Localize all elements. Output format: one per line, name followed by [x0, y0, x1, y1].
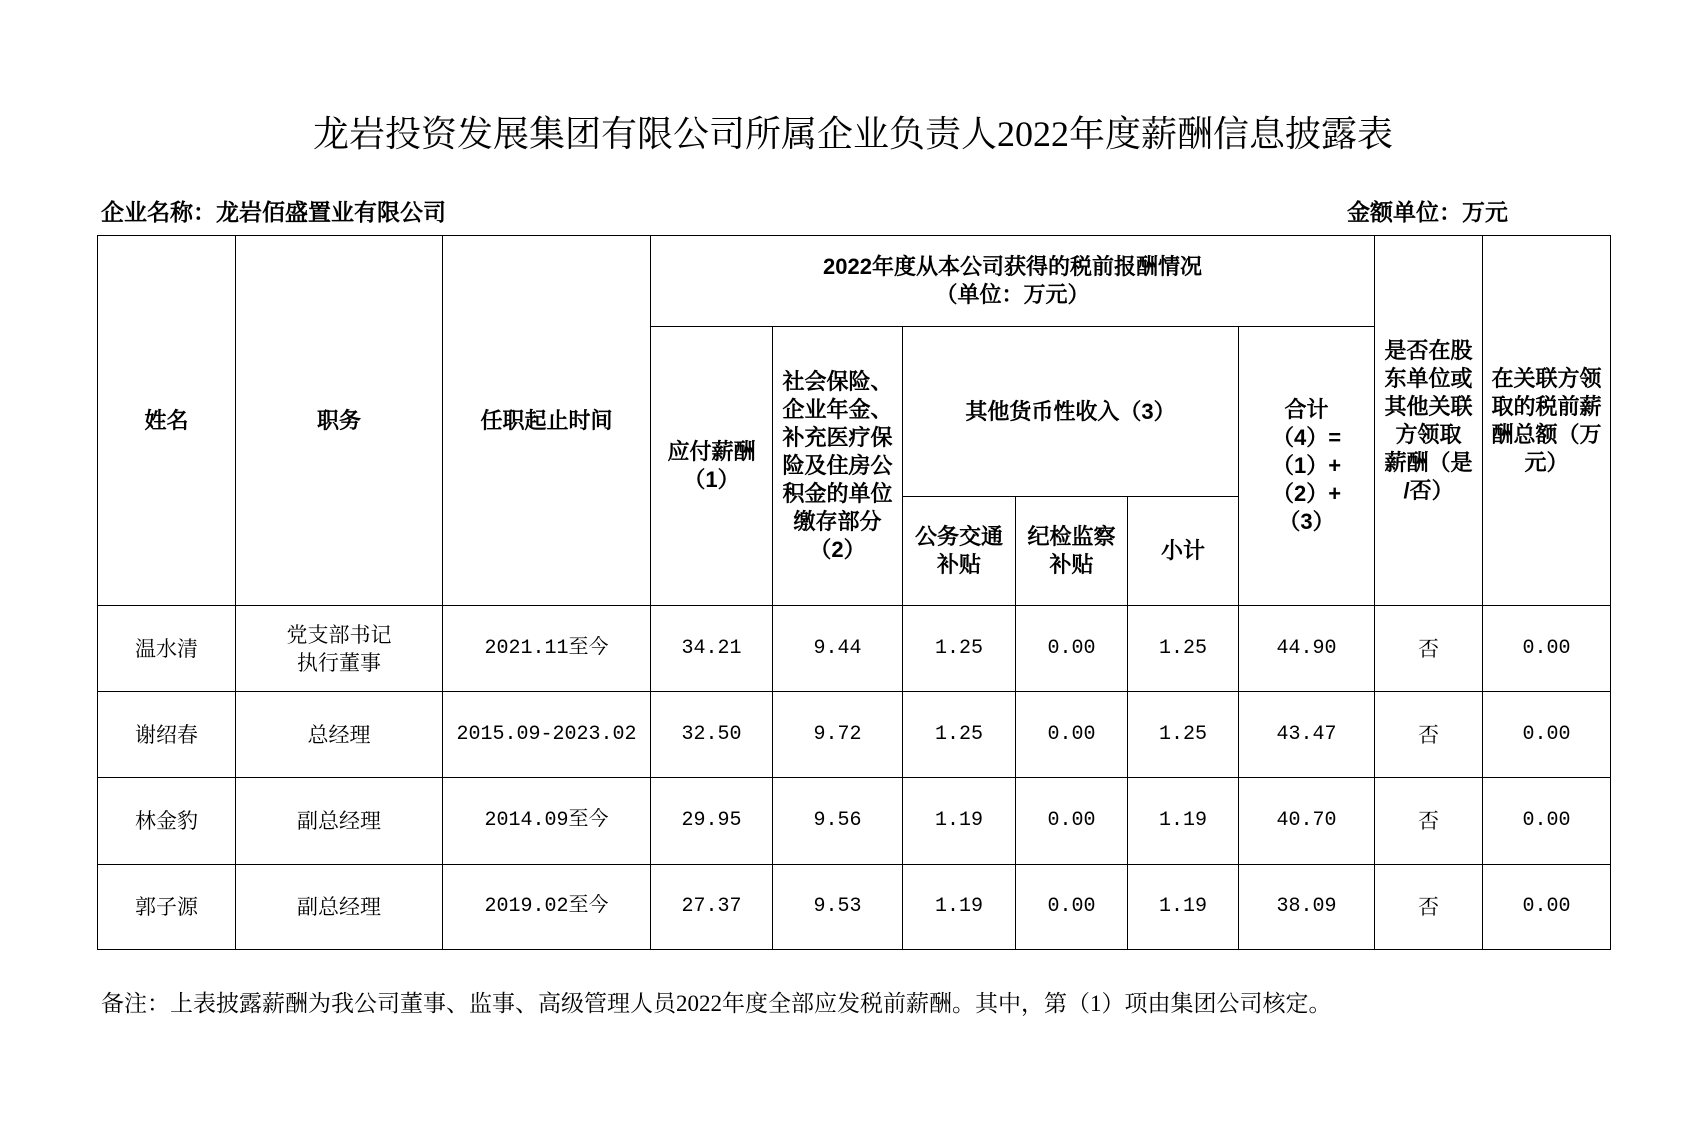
- table-header: [98, 236, 1611, 606]
- cell-term: 2019.02至今: [443, 865, 651, 950]
- header-line: 补充医疗保: [782, 425, 893, 450]
- header-line: 补贴: [1049, 552, 1094, 577]
- header-subtotal: 小计: [1128, 497, 1239, 606]
- cell-line: 副总经理: [297, 895, 381, 919]
- cell-total: 44.90: [1239, 606, 1375, 692]
- header-line: 其他关联: [1384, 393, 1473, 419]
- cell-term: 2014.09至今: [443, 778, 651, 865]
- header-line: 取的税前薪: [1491, 393, 1602, 419]
- header-line: 公务交通: [914, 524, 1003, 549]
- unit-value: 万元: [1462, 199, 1508, 225]
- header-line: 补贴: [936, 552, 981, 577]
- cell-total: 38.09: [1239, 865, 1375, 950]
- header-line: 险及住房公: [782, 453, 893, 478]
- header-line: 合计: [1284, 397, 1329, 422]
- header-pay-group: [651, 236, 1375, 327]
- table-row: [98, 606, 1611, 692]
- cell-payable: 29.95: [651, 778, 773, 865]
- header-line: 缴存部分: [793, 509, 882, 534]
- cell-subtotal: 1.25: [1128, 606, 1239, 692]
- unit-line: [1347, 198, 1508, 226]
- header-name: 姓名: [98, 236, 236, 606]
- cell-payable: 32.50: [651, 692, 773, 778]
- cell-position: [236, 778, 443, 865]
- cell-total: 40.70: [1239, 778, 1375, 865]
- cell-name: 郭子源: [98, 865, 236, 950]
- page-title: 龙岩投资发展集团有限公司所属企业负责人2022年度薪酬信息披露表: [312, 114, 1393, 154]
- header-line: （1）: [683, 467, 740, 492]
- header-row: [98, 236, 1611, 327]
- cell-related-amount: 0.00: [1483, 692, 1611, 778]
- header-position: 职务: [236, 236, 443, 606]
- header-payable: [651, 327, 773, 606]
- footnote: 备注：上表披露薪酬为我公司董事、监事、高级管理人员2022年度全部应发税前薪酬。其中，第（1）项由集团公司核定。: [101, 991, 1332, 1016]
- header-term: 任职起止时间: [443, 236, 651, 606]
- cell-discipline: 0.00: [1016, 865, 1128, 950]
- cell-line: 党支部书记: [286, 622, 392, 647]
- cell-subtotal: 1.19: [1128, 865, 1239, 950]
- header-line: /否）: [1403, 477, 1454, 503]
- cell-social: 9.72: [773, 692, 903, 778]
- cell-line: 总经理: [307, 722, 371, 747]
- cell-subtotal: 1.25: [1128, 692, 1239, 778]
- cell-position: [236, 692, 443, 778]
- header-line: 薪酬（是: [1384, 449, 1473, 475]
- company-name: 龙岩佰盛置业有限公司: [216, 199, 446, 225]
- cell-social: 9.44: [773, 606, 903, 692]
- header-related-amount: [1483, 236, 1611, 606]
- cell-discipline: 0.00: [1016, 606, 1128, 692]
- cell-discipline: 0.00: [1016, 692, 1128, 778]
- salary-table: [97, 235, 1611, 950]
- cell-subtotal: 1.19: [1128, 778, 1239, 865]
- header-line: （1）+: [1271, 453, 1342, 478]
- cell-total: 43.47: [1239, 692, 1375, 778]
- cell-name: 林金豹: [98, 778, 236, 865]
- header-line: 2022年度从本公司获得的税前报酬情况: [823, 254, 1202, 279]
- cell-transport: 1.25: [903, 692, 1016, 778]
- header-line: 积金的单位: [782, 481, 893, 506]
- header-other: 其他货币性收入（3）: [903, 327, 1239, 497]
- header-social: [773, 327, 903, 606]
- header-line: （单位：万元）: [935, 282, 1090, 307]
- cell-name: 温水清: [98, 606, 236, 692]
- header-line: 方领取: [1395, 421, 1462, 447]
- cell-position: [236, 865, 443, 950]
- cell-name: 谢绍春: [98, 692, 236, 778]
- cell-social: 9.56: [773, 778, 903, 865]
- table-body: [98, 606, 1611, 950]
- cell-related-flag: 否: [1375, 865, 1483, 950]
- cell-related-flag: 否: [1375, 692, 1483, 778]
- table-row: [98, 865, 1611, 950]
- unit-label: 金额单位：: [1347, 199, 1462, 225]
- cell-payable: 27.37: [651, 865, 773, 950]
- header-line: 元）: [1524, 449, 1569, 475]
- cell-transport: 1.25: [903, 606, 1016, 692]
- cell-position: [236, 606, 443, 692]
- cell-related-flag: 否: [1375, 778, 1483, 865]
- cell-payable: 34.21: [651, 606, 773, 692]
- header-line: 酬总额（万: [1491, 421, 1602, 447]
- cell-related-flag: 否: [1375, 606, 1483, 692]
- header-line: 应付薪酬: [667, 439, 756, 464]
- header-line: （4）=: [1271, 425, 1342, 450]
- header-line: （2）: [809, 537, 866, 562]
- cell-term: 2015.09-2023.02: [443, 692, 651, 778]
- cell-transport: 1.19: [903, 865, 1016, 950]
- company-line: [101, 198, 446, 226]
- company-label: 企业名称：: [101, 199, 216, 225]
- cell-discipline: 0.00: [1016, 778, 1128, 865]
- header-line: 东单位或: [1384, 365, 1473, 391]
- table-row: [98, 778, 1611, 865]
- cell-social: 9.53: [773, 865, 903, 950]
- header-line: （2）+: [1271, 481, 1342, 506]
- header-line: 纪检监察: [1027, 524, 1116, 549]
- header-line: 企业年金、: [782, 397, 893, 422]
- cell-transport: 1.19: [903, 778, 1016, 865]
- header-discipline: [1016, 497, 1128, 606]
- cell-related-amount: 0.00: [1483, 778, 1611, 865]
- header-line: 是否在股: [1384, 337, 1473, 363]
- cell-line: 执行董事: [297, 650, 381, 675]
- header-line: 在关联方领: [1491, 365, 1602, 391]
- header-total: [1239, 327, 1375, 606]
- cell-term: 2021.11至今: [443, 606, 651, 692]
- cell-related-amount: 0.00: [1483, 865, 1611, 950]
- header-related-flag: [1375, 236, 1483, 606]
- cell-line: 副总经理: [297, 809, 381, 833]
- header-line: （3）: [1278, 509, 1335, 534]
- header-transport: [903, 497, 1016, 606]
- table-row: [98, 692, 1611, 778]
- cell-related-amount: 0.00: [1483, 606, 1611, 692]
- header-line: 社会保险、: [782, 369, 893, 394]
